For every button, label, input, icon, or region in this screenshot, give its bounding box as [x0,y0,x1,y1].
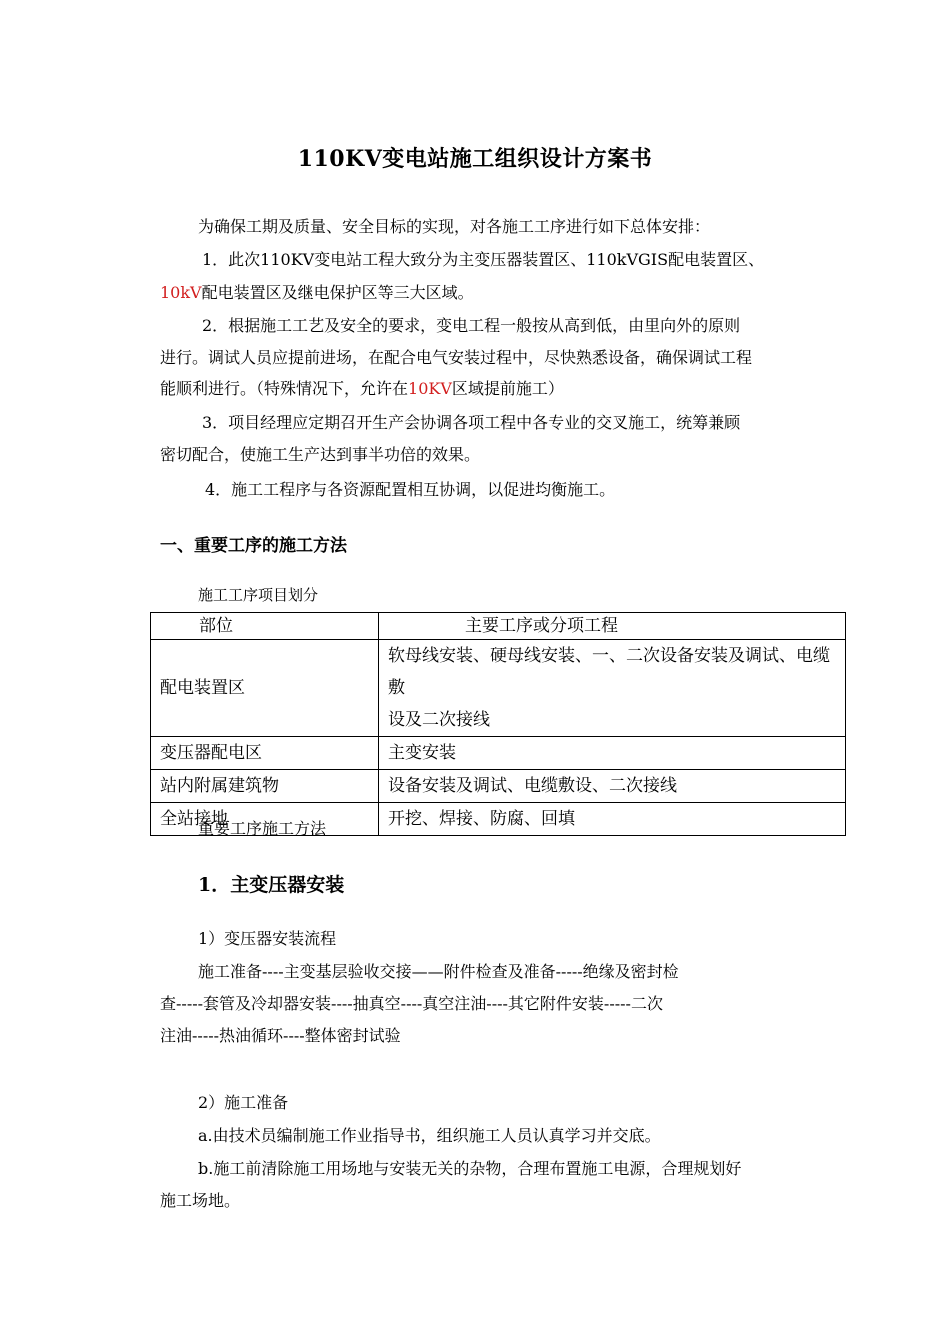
item-2-line-1: 2．根据施工工艺及安全的要求，变电工程一般按从高到低，由里向外的原则 [202,316,741,335]
item-2-line-2: 进行。调试人员应提前进场，在配合电气安装过程中，尽快熟悉设备，确保调试工程 [160,348,753,367]
item-3-line-2: 密切配合，使施工生产达到事半功倍的效果。 [160,445,481,464]
cell-part: 配电装置区 [151,640,379,737]
table-row [151,640,846,737]
item-4: 4．施工工程序与各资源配置相互协调，以促进均衡施工。 [205,480,616,499]
prep-item-b-line-2: 施工场地。 [160,1191,241,1210]
cell-work: 开挖、焊接、防腐、回填 [379,803,846,836]
subsection-heading: 1．主变压器安装 [198,874,345,896]
section-heading: 一、重要工序的施工方法 [160,536,347,556]
prep-item-a: a.由技术员编制施工作业指导书，组织施工人员认真学习并交底。 [198,1126,661,1145]
intro-lead: 为确保工期及质量、安全目标的实现，对各施工工序进行如下总体安排： [198,217,711,236]
flow-line-3: 注油-----热油循环----整体密封试验 [160,1026,401,1045]
flow-title: 1）变压器安装流程 [198,929,337,948]
item-2-line-3: 能顺利进行。（特殊情况下，允许在10KV区域提前施工） [160,379,564,398]
flow-line-1: 施工准备----主变基层验收交接——附件检查及准备-----绝缘及密封检 [198,962,679,981]
after-table-caption: 重要工序施工方法 [198,819,327,838]
table-header-row [151,613,846,640]
prep-title: 2）施工准备 [198,1093,289,1112]
item-3-line-1: 3．项目经理应定期召开生产会协调各项工程中各专业的交叉施工，统筹兼顾 [202,413,741,432]
prep-item-b-line-1: b.施工前清除施工用场地与安装无关的杂物，合理布置施工电源，合理规划好 [198,1159,742,1178]
cell-part: 站内附属建筑物 [151,770,379,803]
header-cell-part: 部位 [151,613,379,640]
cell-part: 变压器配电区 [151,737,379,770]
red-text-10kv: 10kV [160,283,202,302]
item-1-line-1: 1．此次110KV变电站工程大致分为主变压器装置区、110kVGIS配电装置区、 [202,250,765,269]
flow-line-2: 查-----套管及冷却器安装----抽真空----真空注油----其它附件安装-----二次 [160,994,663,1013]
process-table [150,612,846,836]
table-row [151,737,846,770]
red-text-10KV: 10KV [408,379,452,398]
cell-work: 设备安装及调试、电缆敷设、二次接线 [379,770,846,803]
item-1-line-2: 10kV配电装置区及继电保护区等三大区域。 [160,283,474,302]
cell-work: 软母线安装、硬母线安装、一、二次设备安装及调试、电缆敷 设及二次接线 [379,640,846,737]
cell-work: 主变安装 [379,737,846,770]
cell-part: 全站接地 [151,803,379,836]
document-title: 110KV变电站施工组织设计方案书 [297,146,653,172]
header-cell-work: 主要工序或分项工程 [379,613,846,640]
table-row [151,770,846,803]
table-caption: 施工工序项目划分 [198,586,319,604]
